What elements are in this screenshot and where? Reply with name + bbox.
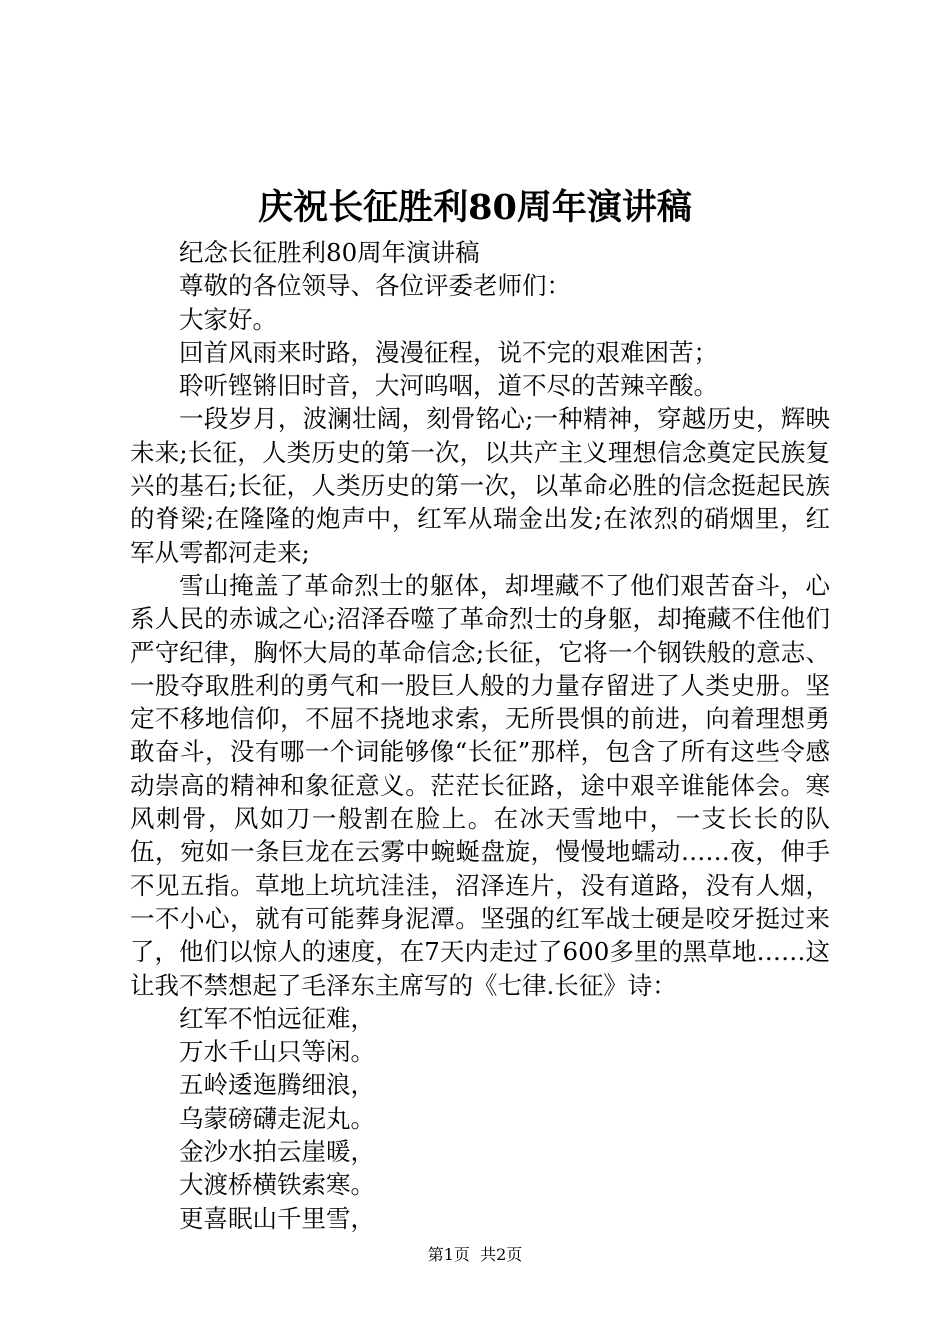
poem-line: 五岭逶迤腾细浪， [179, 1070, 375, 1100]
paragraph: 一段岁月，波澜壮阔，刻骨铭心;一种精神，穿越历史，辉映未来;长征，人类历史的第一次，以共产主义理想信念奠定民族复兴的基石;长征，人类历史的第一次，以革命必胜的信念挺起民族的脊梁;在隆隆的炮声中，红军从瑞金出发;在浓烈的硝烟里，红军从雩都河走来; [130, 404, 830, 567]
poem-line: 金沙水拍云崖暖， [179, 1137, 375, 1167]
document-body [130, 236, 830, 1235]
page-number-total: 共2页 [480, 1245, 523, 1264]
paragraph-subtitle: 纪念长征胜利80周年演讲稿 [179, 238, 480, 267]
paragraph-salutation: 尊敬的各位领导、各位评委老师们： [179, 271, 571, 301]
paragraph: 雪山掩盖了革命烈士的躯体，却埋藏不了他们艰苦奋斗，心系人民的赤诚之心;沼泽吞噬了革命烈士的身躯，却掩藏不住他们严守纪律，胸怀大局的革命信念;长征，它将一个钢铁般的意志、一股夺取胜利的勇气和一股巨人般的力量存留进了人类史册。坚定不移地信仰，不屈不挠地求索，无所畏惧的前进，向着理想勇敢奋斗，没有哪一个词能够像“长征”那样，包含了所有这些令感动崇高的精神和象征意义。茫茫长征路，途中艰辛谁能体会。寒风刺骨，风如刀一般割在脸上。在冰天雪地中，一支长长的队伍，宛如一条巨龙在云雾中蜿蜒盘旋，慢慢地蠕动……夜，伸手不见五指。草地上坑坑洼洼，沼泽连片，没有道路，没有人烟，一不小心，就有可能葬身泥潭。坚强的红军战士硬是咬牙挺过来了，他们以惊人的速度，在7天内走过了600多里的黑草地……这让我不禁想起了毛泽东主席写的《七律.长征》诗： [130, 570, 830, 1000]
paragraph: 聆听铿锵旧时音，大河呜咽，道不尽的苦辣辛酸。 [179, 371, 718, 401]
paragraph: 回首风雨来时路，漫漫征程，说不完的艰难困苦； [179, 337, 718, 367]
page-number-current: 第1页 [427, 1245, 470, 1264]
poem-line: 乌蒙磅礴走泥丸。 [179, 1103, 375, 1133]
poem-line: 红军不怕远征难， [179, 1003, 375, 1033]
page-footer [0, 1243, 950, 1267]
poem-line: 更喜眠山千里雪， [179, 1203, 375, 1233]
poem-line: 万水千山只等闲。 [179, 1037, 375, 1067]
paragraph-greeting: 大家好。 [179, 304, 277, 334]
document-title: 庆祝长征胜利80周年演讲稿 [258, 187, 692, 228]
poem-line: 大渡桥横铁索寒。 [179, 1170, 375, 1200]
